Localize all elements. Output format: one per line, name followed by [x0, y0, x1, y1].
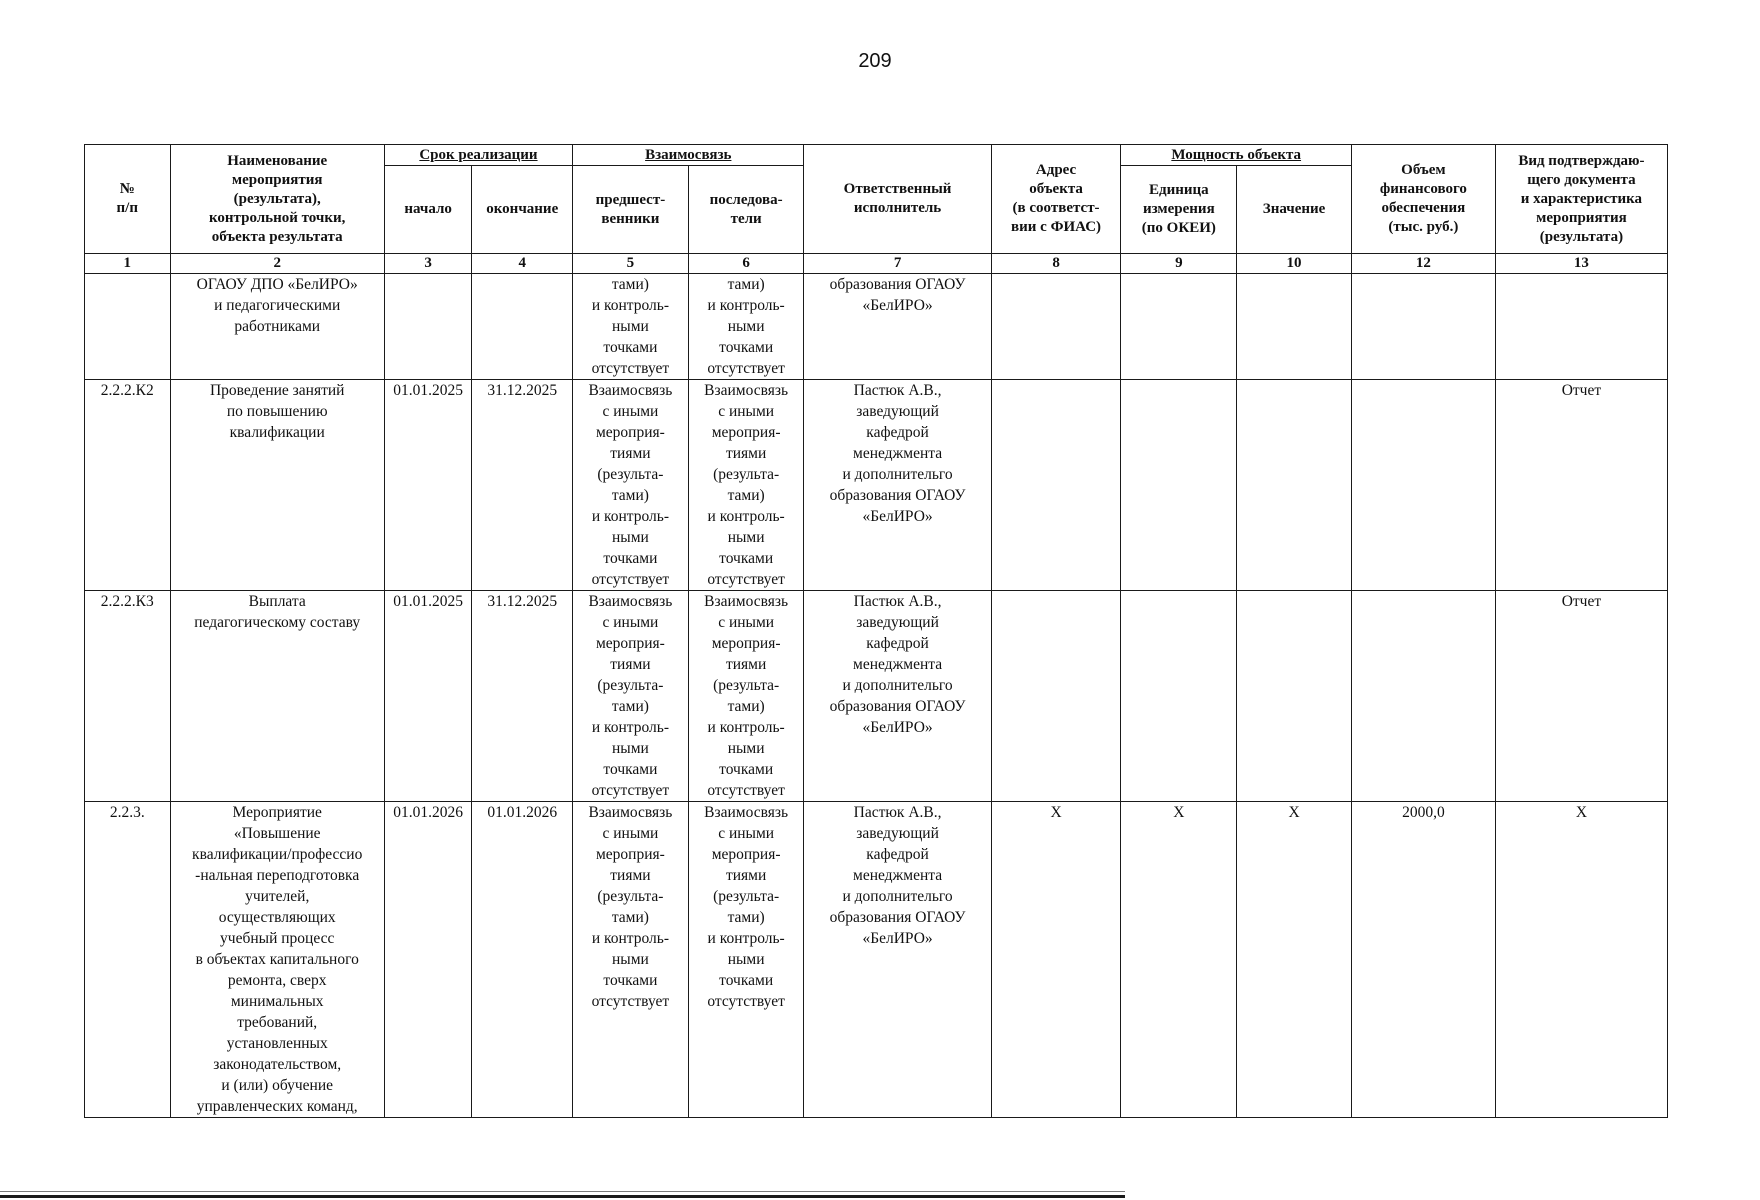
cell-line: (тыс. руб.)	[1388, 219, 1459, 235]
column-number: 4	[472, 254, 573, 274]
cell-line: и педагогическими	[214, 297, 341, 314]
cell-line: ремонта, сверх	[227, 972, 327, 989]
cell-responsible	[804, 802, 991, 1118]
cell-line: требований,	[237, 1014, 318, 1031]
cell-line: Взаимосвязь	[704, 593, 789, 610]
cell-line: венники	[601, 210, 660, 227]
cell-line: ными	[612, 951, 649, 968]
cell-line: мероприя-	[595, 424, 665, 441]
cell-line: отсутствует	[591, 360, 670, 377]
cell-successors	[688, 274, 804, 380]
cell-line: учебный процесс	[220, 930, 335, 947]
cell-line: тами)	[727, 909, 765, 926]
cell-line: точками	[603, 761, 658, 778]
cell-line: Мероприятие	[232, 804, 322, 821]
cell-line: тиями	[610, 445, 651, 462]
cell-line: с иными	[718, 825, 775, 842]
cell-line: заведующий	[856, 614, 939, 631]
cell-line: с иными	[718, 403, 775, 420]
cell-address	[991, 380, 1121, 591]
cell-line: отсутствует	[591, 993, 670, 1010]
cell-responsible	[804, 380, 991, 591]
cell-line: отсутствует	[591, 571, 670, 588]
cell-line: в объектах капитального	[195, 951, 359, 968]
cell-line: учителей,	[245, 888, 310, 905]
cell-name	[170, 380, 384, 591]
cell-value	[1237, 591, 1352, 802]
cell-doc: Отчет	[1495, 591, 1667, 802]
cell-line: №	[119, 181, 135, 197]
cell-line: исполнитель	[853, 200, 942, 216]
cell-address	[991, 274, 1121, 380]
cell-line: мероприя-	[711, 635, 781, 652]
header-capacity	[1121, 145, 1351, 166]
table-row	[85, 591, 1668, 802]
cell-num	[85, 274, 171, 380]
cell-line: контрольной точки,	[208, 209, 346, 226]
cell-line: вии с ФИАС)	[1011, 219, 1102, 235]
cell-line: Наименование	[227, 152, 328, 169]
cell-line: по повышению	[226, 403, 328, 420]
cell-line: точками	[719, 550, 774, 567]
cell-responsible	[804, 274, 991, 380]
cell-line: Пастюк А.В.,	[853, 382, 942, 399]
cell-line: «Повышение	[233, 825, 321, 842]
cell-num: 2.2.3.	[85, 802, 171, 1118]
cell-line: ОГАОУ ДПО «БелИРО»	[196, 276, 358, 293]
cell-line: установленных	[226, 1035, 328, 1052]
cell-name	[170, 802, 384, 1118]
cell-line: ными	[727, 740, 765, 757]
cell-value	[1237, 274, 1352, 380]
bottom-rule-thin	[0, 1191, 1125, 1192]
cell-line: отсутствует	[707, 993, 785, 1010]
cell-line: отсутствует	[591, 782, 670, 799]
cell-line: «БелИРО»	[862, 297, 933, 314]
cell-line: заведующий	[856, 825, 939, 842]
cell-line: тами)	[611, 276, 649, 293]
cell-line: отсутствует	[707, 571, 785, 588]
cell-line: и контроль-	[707, 508, 785, 525]
cell-successors	[688, 802, 804, 1118]
cell-line: образования ОГАОУ	[829, 276, 966, 293]
cell-address	[991, 591, 1121, 802]
cell-unit	[1121, 591, 1237, 802]
header-term-label: Срок реализации	[419, 146, 538, 163]
page-number: 209	[858, 50, 892, 72]
header-num	[85, 145, 171, 254]
cell-start: 01.01.2025	[384, 380, 472, 591]
cell-line: щего документа	[1527, 171, 1636, 188]
cell-line: объекта результата	[211, 228, 343, 245]
table-header	[85, 145, 1668, 274]
cell-predecessors	[573, 380, 689, 591]
cell-predecessors	[573, 274, 689, 380]
cell-line: тами)	[611, 487, 649, 504]
cell-line: отсутствует	[707, 782, 785, 799]
cell-line: образования ОГАОУ	[829, 487, 966, 504]
cell-line: Взаимосвязь	[704, 804, 789, 821]
cell-line: и контроль-	[591, 297, 669, 314]
cell-line: Вид подтверждаю-	[1518, 152, 1645, 169]
header-unit	[1121, 166, 1237, 254]
cell-line: тами)	[727, 276, 765, 293]
cell-line: точками	[719, 339, 774, 356]
cell-end: 31.12.2025	[472, 380, 573, 591]
cell-line: Объем	[1401, 162, 1446, 178]
column-number: 5	[573, 254, 689, 274]
cell-line: тиями	[610, 867, 651, 884]
cell-line: (результа-	[713, 677, 780, 694]
cell-line: -нальная переподготовка	[195, 867, 360, 884]
cell-line: (результата)	[1539, 228, 1624, 245]
cell-line: ными	[612, 318, 649, 335]
cell-line: тели	[730, 210, 762, 227]
cell-name	[170, 591, 384, 802]
cell-line: ными	[727, 529, 765, 546]
cell-line: тиями	[610, 656, 651, 673]
column-number: 2	[170, 254, 384, 274]
cell-line: Взаимосвязь	[704, 382, 789, 399]
cell-line: «БелИРО»	[862, 930, 933, 947]
cell-line: Проведение занятий	[209, 382, 345, 399]
cell-line: Ответственный	[843, 181, 952, 197]
cell-line: объекта	[1029, 181, 1083, 197]
cell-line: ными	[727, 951, 765, 968]
cell-num: 2.2.2.К2	[85, 380, 171, 591]
cell-line: с иными	[718, 614, 775, 631]
table-body	[85, 274, 1668, 1118]
cell-value: Х	[1237, 802, 1352, 1118]
cell-line: Адрес	[1035, 162, 1077, 178]
cell-line: кафедрой	[866, 635, 929, 652]
header-predecessors	[573, 166, 689, 254]
cell-doc	[1495, 274, 1667, 380]
cell-line: менеджмента	[853, 656, 943, 673]
column-numbers-row	[85, 254, 1668, 274]
cell-successors	[688, 591, 804, 802]
cell-line: и контроль-	[707, 930, 785, 947]
cell-line: квалификации/профессио	[192, 846, 363, 863]
header-address	[991, 145, 1121, 254]
cell-line: «БелИРО»	[862, 508, 933, 525]
cell-line: Взаимосвязь	[588, 382, 673, 399]
header-relation-label: Взаимосвязь	[645, 146, 732, 163]
cell-num: 2.2.2.К3	[85, 591, 171, 802]
column-number: 1	[85, 254, 171, 274]
column-number: 7	[804, 254, 991, 274]
cell-line: осуществляющих	[218, 909, 336, 926]
cell-value	[1237, 380, 1352, 591]
cell-line: Пастюк А.В.,	[853, 593, 942, 610]
cell-funding	[1351, 591, 1495, 802]
cell-line: измерения	[1142, 201, 1215, 217]
cell-line: с иными	[602, 403, 659, 420]
header-value: Значение	[1237, 166, 1352, 254]
cell-successors	[688, 380, 804, 591]
cell-line: менеджмента	[853, 445, 943, 462]
cell-line: и дополнительго	[842, 677, 953, 694]
cell-line: тами)	[727, 487, 765, 504]
column-number: 13	[1495, 254, 1667, 274]
cell-line: мероприя-	[595, 846, 665, 863]
cell-unit	[1121, 380, 1237, 591]
cell-line: мероприя-	[711, 846, 781, 863]
cell-line: (результа-	[597, 466, 664, 483]
cell-line: мероприя-	[595, 635, 665, 652]
cell-line: и (или) обучение	[221, 1077, 334, 1094]
cell-address: Х	[991, 802, 1121, 1118]
cell-start	[384, 274, 472, 380]
cell-line: педагогическому составу	[194, 614, 361, 631]
header-successors	[688, 166, 804, 254]
cell-predecessors	[573, 802, 689, 1118]
cell-line: Единица	[1148, 182, 1209, 198]
cell-line: (по ОКЕИ)	[1141, 220, 1216, 236]
cell-line: Пастюк А.В.,	[853, 804, 942, 821]
cell-end: 31.12.2025	[472, 591, 573, 802]
cell-line: точками	[603, 550, 658, 567]
table-row	[85, 380, 1668, 591]
header-term-end: окончание	[472, 166, 573, 254]
cell-unit: Х	[1121, 802, 1237, 1118]
cell-line: предшест-	[595, 191, 666, 208]
cell-line: тами)	[611, 909, 649, 926]
cell-line: образования ОГАОУ	[829, 698, 966, 715]
cell-line: с иными	[602, 825, 659, 842]
cell-line: с иными	[602, 614, 659, 631]
header-term	[384, 145, 572, 166]
header-term-start: начало	[384, 166, 472, 254]
cell-line: ными	[612, 740, 649, 757]
header-capacity-label: Мощность объекта	[1171, 146, 1302, 163]
cell-end	[472, 274, 573, 380]
cell-line: и характеристика	[1520, 190, 1643, 207]
header-relation	[573, 145, 804, 166]
cell-line: и дополнительго	[842, 466, 953, 483]
cell-start: 01.01.2026	[384, 802, 472, 1118]
cell-funding	[1351, 380, 1495, 591]
cell-line: Взаимосвязь	[588, 804, 673, 821]
cell-line: работниками	[234, 318, 321, 335]
column-number: 8	[991, 254, 1121, 274]
cell-line: обеспечения	[1381, 200, 1466, 216]
column-number: 10	[1237, 254, 1352, 274]
cell-line: последова-	[709, 191, 783, 208]
cell-line: и контроль-	[591, 719, 669, 736]
column-number: 9	[1121, 254, 1237, 274]
cell-line: тиями	[725, 656, 767, 673]
cell-funding: 2000,0	[1351, 802, 1495, 1118]
cell-line: «БелИРО»	[862, 719, 933, 736]
cell-line: кафедрой	[866, 424, 929, 441]
cell-line: точками	[719, 972, 774, 989]
cell-line: мероприя-	[711, 424, 781, 441]
cell-line: тиями	[725, 867, 767, 884]
cell-doc: Отчет	[1495, 380, 1667, 591]
cell-line: квалификации	[229, 424, 325, 441]
cell-line: и контроль-	[591, 508, 669, 525]
cell-start: 01.01.2025	[384, 591, 472, 802]
cell-line: финансового	[1379, 181, 1467, 197]
cell-line: управленческих команд,	[196, 1098, 358, 1115]
cell-line: (результата),	[233, 190, 321, 207]
header-doc-type	[1495, 145, 1667, 254]
cell-line: тами)	[611, 698, 649, 715]
cell-line: точками	[603, 972, 658, 989]
cell-doc: Х	[1495, 802, 1667, 1118]
cell-line: и контроль-	[707, 719, 785, 736]
cell-responsible	[804, 591, 991, 802]
cell-predecessors	[573, 591, 689, 802]
table-row	[85, 274, 1668, 380]
bottom-rule	[0, 1195, 1125, 1198]
cell-line: Взаимосвязь	[588, 593, 673, 610]
plan-table	[84, 144, 1668, 1118]
cell-line: (в соответст-	[1012, 200, 1100, 216]
cell-line: минимальных	[230, 993, 324, 1010]
column-number: 3	[384, 254, 472, 274]
column-number: 12	[1351, 254, 1495, 274]
cell-line: (результа-	[597, 888, 664, 905]
cell-line: тиями	[725, 445, 767, 462]
cell-line: ными	[727, 318, 765, 335]
cell-end: 01.01.2026	[472, 802, 573, 1118]
cell-line: и контроль-	[707, 297, 785, 314]
header-responsible	[804, 145, 991, 254]
cell-line: кафедрой	[866, 846, 929, 863]
column-number: 6	[688, 254, 804, 274]
cell-line: мероприятия	[231, 171, 323, 188]
cell-line: отсутствует	[707, 360, 785, 377]
cell-line: и дополнительго	[842, 888, 953, 905]
cell-line: ными	[612, 529, 649, 546]
cell-line: мероприятия	[1536, 209, 1627, 226]
cell-name	[170, 274, 384, 380]
cell-line: тами)	[727, 698, 765, 715]
header-name	[170, 145, 384, 254]
cell-line: точками	[719, 761, 774, 778]
cell-line: менеджмента	[853, 867, 943, 884]
cell-line: п/п	[116, 200, 138, 216]
cell-line: образования ОГАОУ	[829, 909, 966, 926]
header-funding	[1351, 145, 1495, 254]
cell-line: законодательством,	[213, 1056, 342, 1073]
cell-line: заведующий	[856, 403, 939, 420]
cell-line: Выплата	[248, 593, 306, 610]
cell-line: (результа-	[713, 888, 780, 905]
cell-unit	[1121, 274, 1237, 380]
cell-line: и контроль-	[591, 930, 669, 947]
cell-line: (результа-	[597, 677, 664, 694]
cell-line: точками	[603, 339, 658, 356]
cell-funding	[1351, 274, 1495, 380]
table-row	[85, 802, 1668, 1118]
cell-line: (результа-	[713, 466, 780, 483]
